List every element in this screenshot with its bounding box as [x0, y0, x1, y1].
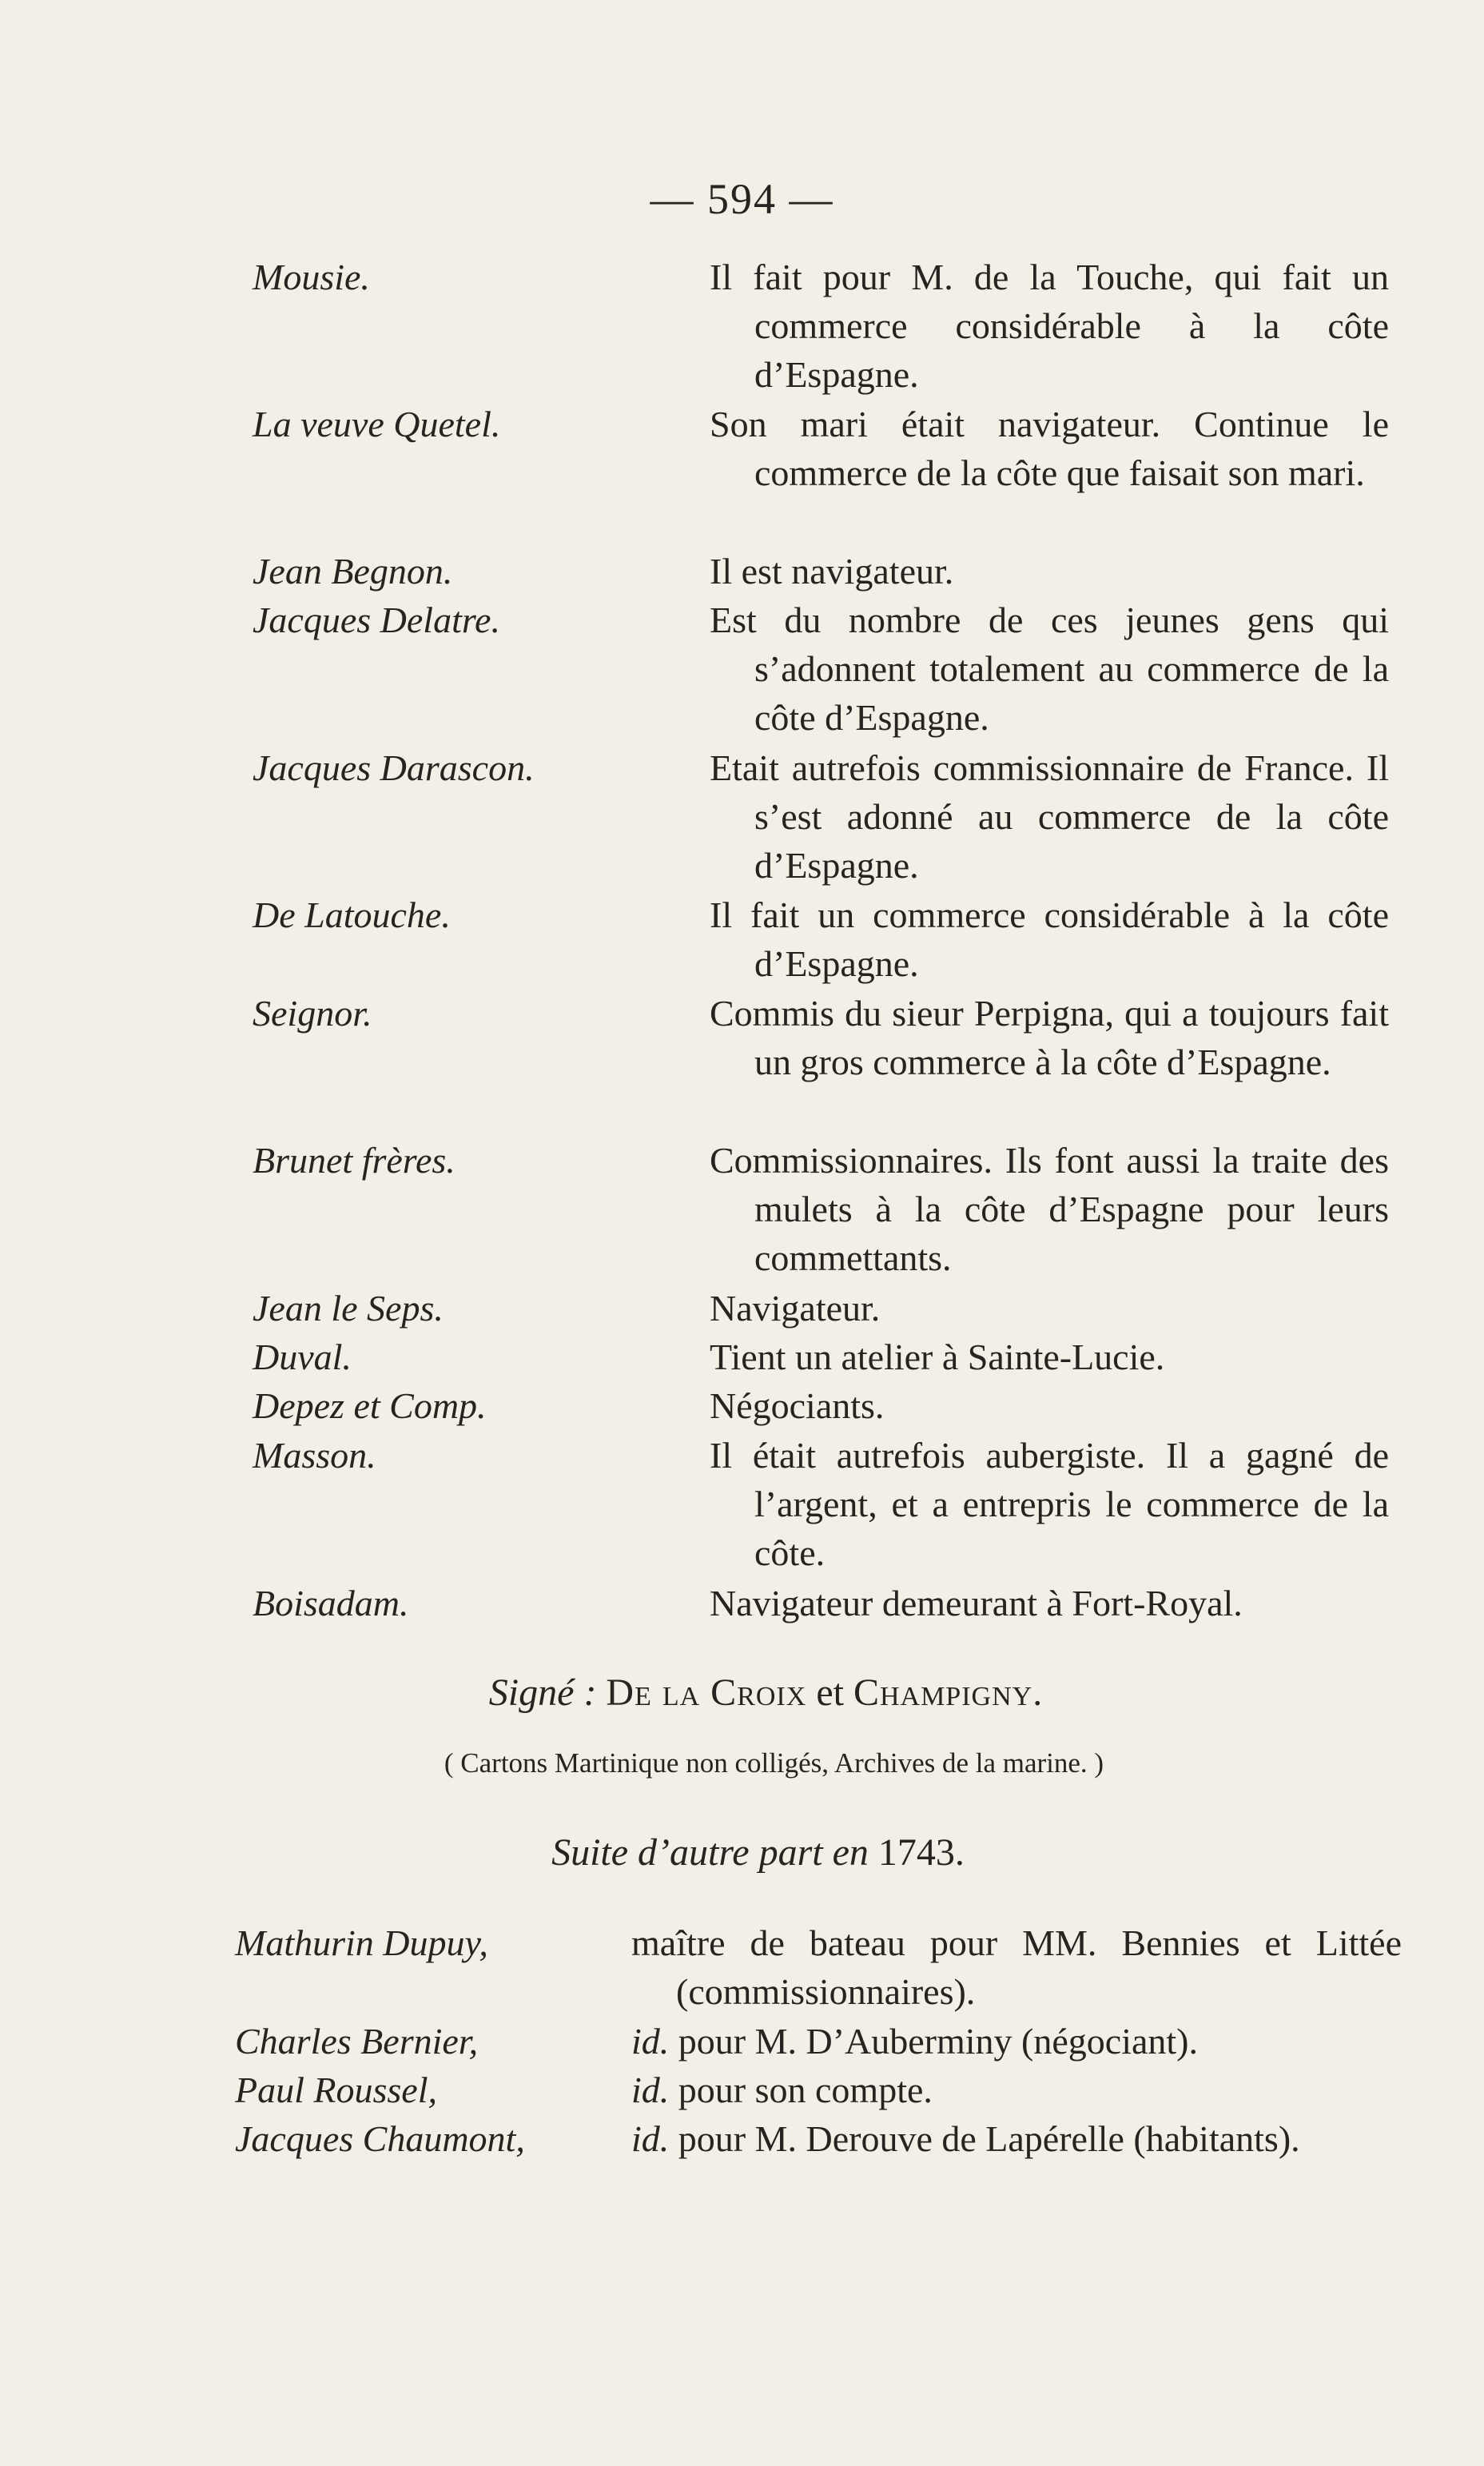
entry-text: pour M. D’Auberminy (négociant). — [669, 2021, 1199, 2062]
entry-prefix: id. — [631, 2118, 670, 2159]
section-heading — [0, 1831, 1484, 1874]
entry-description: Commissionnaires. Ils font aussi la traite des mulets à la côte d’Espagne pour leurs commettants. — [710, 1140, 1389, 1278]
entry-name: Brunet frères. — [253, 1140, 456, 1181]
entry-description: Tient un atelier à Sainte-Lucie. — [710, 1337, 1165, 1377]
entry-name: Jean Begnon. — [253, 551, 453, 592]
entry-description — [631, 2114, 1402, 2163]
entry-text: pour M. Derouve de Lapérelle (habitants). — [669, 2118, 1300, 2159]
entry-text: maître de bateau pour MM. Bennies et Littée (commissionnaires). — [631, 1922, 1402, 2012]
entry-text: pour son compte. — [669, 2070, 933, 2110]
entry-description: Navigateur. — [710, 1288, 881, 1329]
source-citation: ( Cartons Martinique non colligés, Archives de la marine. ) — [444, 1747, 1104, 1779]
entry-description: Commis du sieur Perpigna, qui a toujours fait un gros commerce à la côte d’Espagne. — [710, 993, 1389, 1082]
entry-name: Seignor. — [253, 993, 372, 1034]
entry-name: Jean le Seps. — [253, 1288, 444, 1329]
entry-description: Il fait un commerce considérable à la côte d’Espagne. — [710, 894, 1389, 984]
entry-name: De Latouche. — [253, 894, 451, 935]
entry-name: La veuve Quetel. — [253, 404, 501, 444]
entry-name: Charles Bernier, — [235, 2021, 479, 2062]
entry-name: Mousie. — [253, 257, 370, 297]
signature-label: Signé : — [488, 1671, 597, 1714]
entry-name: Jacques Darascon. — [253, 747, 535, 788]
entry-description: Il est navigateur. — [710, 551, 954, 592]
entry-name: Jacques Delatre. — [253, 600, 500, 640]
entry-prefix: id. — [631, 2070, 670, 2110]
entry-name: Duval. — [253, 1337, 352, 1377]
entry-name: Masson. — [253, 1435, 376, 1476]
page-number: — 594 — — [650, 175, 834, 223]
entry-description: Il fait pour M. de la Touche, qui fait un commerce considérable à la côte d’Espagne. — [710, 257, 1389, 395]
entry-description: Navigateur demeurant à Fort-Royal. — [710, 1583, 1243, 1623]
entry-description: Négociants. — [710, 1385, 885, 1426]
signature-conjunction: et — [816, 1671, 844, 1714]
entry-name: Paul Roussel, — [235, 2070, 437, 2110]
signature-name: Champigny. — [853, 1671, 1044, 1714]
entry-description: Son mari était navigateur. Continue le commerce de la côte que faisait son mari. — [710, 404, 1389, 493]
entry-description — [631, 2066, 1402, 2114]
entry-prefix: id. — [631, 2021, 670, 2062]
entry-description — [631, 2017, 1402, 2066]
entry-name: Mathurin Dupuy, — [235, 1922, 488, 1963]
signature-line — [0, 1671, 1484, 1715]
entry-name: Depez et Comp. — [253, 1385, 487, 1426]
entry-description — [631, 1918, 1402, 2016]
entry-name: Jacques Chaumont, — [235, 2118, 525, 2159]
section-heading-text: Suite d’autre part en — [551, 1831, 869, 1874]
section-heading-year: 1743. — [877, 1831, 965, 1874]
entry-name: Boisadam. — [253, 1583, 409, 1623]
entry-description: Etait autrefois commissionnaire de France. Il s’est adonné au commerce de la côte d’Espagne. — [710, 747, 1389, 886]
entry-description: Est du nombre de ces jeunes gens qui s’adonnent totalement au commerce de la côte d’Espagne. — [710, 600, 1389, 738]
entry-description: Il était autrefois aubergiste. Il a gagné de l’argent, et a entrepris le commerce de la côte. — [710, 1435, 1389, 1573]
signature-name: De la Croix — [606, 1671, 807, 1714]
